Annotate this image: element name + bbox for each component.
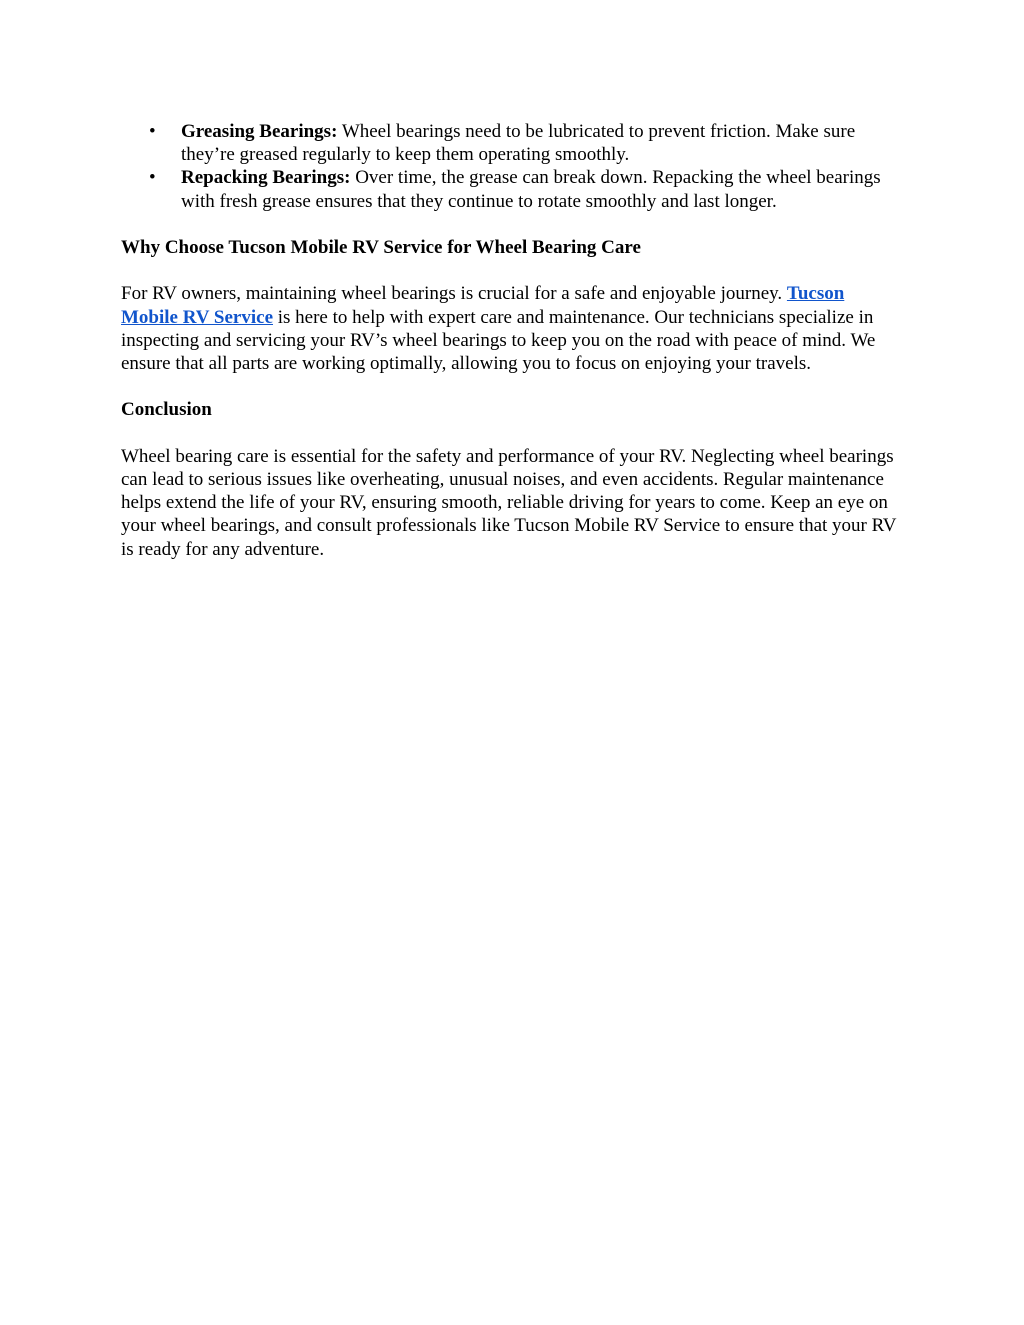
list-item — [121, 120, 906, 166]
bullet-icon: • — [149, 167, 156, 189]
section-heading-why-choose: Why Choose Tucson Mobile RV Service for Wheel Bearing Care — [121, 237, 641, 258]
bearing-care-list — [121, 120, 906, 213]
list-item-text: Wheel bearings need to be lubricated to prevent friction. Make sure they’re greased regularly to keep them operating smoothly. — [181, 121, 856, 166]
paragraph-text: For RV owners, maintaining wheel bearings is crucial for a safe and enjoyable journey. — [121, 283, 787, 305]
section-heading-conclusion: Conclusion — [121, 399, 212, 421]
list-item-term: Repacking Bearings: — [181, 167, 351, 189]
document-page — [121, 120, 906, 561]
list-item — [121, 166, 906, 212]
tucson-mobile-rv-service-link[interactable]: Tucson Mobile RV Service — [121, 283, 845, 328]
bullet-icon: • — [149, 121, 156, 142]
conclusion-paragraph: Wheel bearing care is essential for the safety and performance of your RV. Neglecting wheel bearings can lead to serious issues like overheating, unusual noises, and even accidents. Regular maintenance helps extend the life of your RV, ensuring smooth, reliable driving for years to come. Keep an eye on your wheel bearings, and consult professionals like Tucson Mobile RV Service to ensure that your RV is ready for any adventure. — [121, 445, 897, 560]
list-item-term: Greasing Bearings: — [181, 121, 338, 142]
list-item-text: Over time, the grease can break down. Repacking the wheel bearings with fresh grease ensures that they continue to rotate smoothly and last longer. — [181, 167, 881, 212]
why-choose-paragraph — [121, 282, 906, 375]
paragraph-text: is here to help with expert care and maintenance. Our technicians specialize in inspecting and servicing your RV’s wheel bearings to keep you on the road with peace of mind. We ensure that all parts are working optimally, allowing you to focus on enjoying your travels. — [121, 306, 876, 374]
